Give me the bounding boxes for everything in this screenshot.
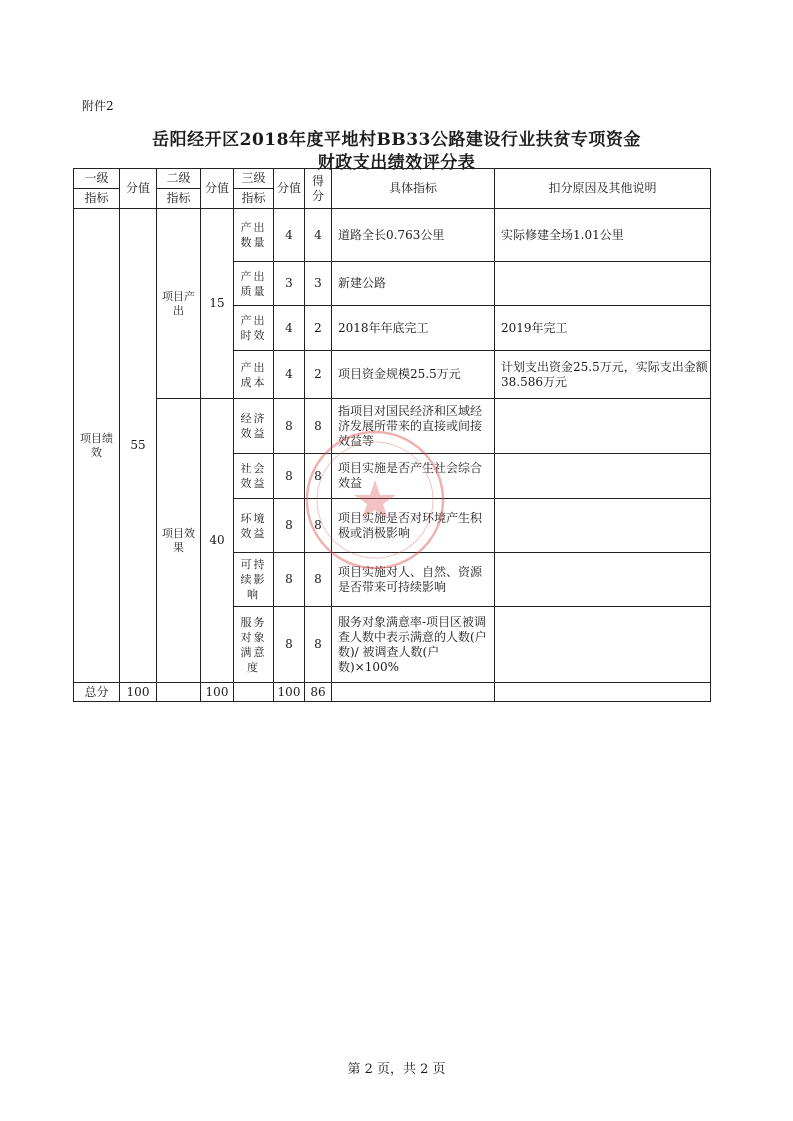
header-level2-top: 二级 xyxy=(157,169,201,189)
row-reason xyxy=(495,454,711,499)
document-title-line1: 岳阳经开区2018年度平地村BB33公路建设行业扶贫专项资金 xyxy=(152,130,641,150)
row-reason xyxy=(495,553,711,607)
row-earned: 8 xyxy=(305,607,332,683)
row-earned: 3 xyxy=(305,262,332,306)
header-score1: 分值 xyxy=(120,169,157,209)
row-score: 8 xyxy=(274,553,305,607)
header-row-1 xyxy=(74,169,711,189)
level3-cell: 产出数量 xyxy=(234,209,274,262)
group-effect-score: 40 xyxy=(201,399,234,683)
row-score: 4 xyxy=(274,306,305,351)
row-indicator: 项目实施是否对环境产生积极或消极影响 xyxy=(332,499,495,553)
total-empty-level2 xyxy=(157,683,201,702)
header-earned: 得分 xyxy=(305,169,332,209)
row-earned: 2 xyxy=(305,351,332,399)
row-reason xyxy=(495,262,711,306)
total-score2: 100 xyxy=(201,683,234,702)
level1-score: 55 xyxy=(120,209,157,683)
document-title-line2: 财政支出绩效评分表 xyxy=(317,153,476,173)
level3-cell: 产出时效 xyxy=(234,306,274,351)
page-number: 第 2 页，共 2 页 xyxy=(347,1062,446,1077)
row-indicator: 项目实施对人、自然、资源是否带来可持续影响 xyxy=(332,553,495,607)
total-label: 总分 xyxy=(74,683,120,702)
total-earned: 86 xyxy=(305,683,332,702)
level3-cell: 产出成本 xyxy=(234,351,274,399)
row-earned: 8 xyxy=(305,454,332,499)
level1-name: 项目绩效 xyxy=(74,209,120,683)
row-score: 8 xyxy=(274,499,305,553)
score-table xyxy=(73,168,711,702)
row-reason: 实际修建全场1.01公里 xyxy=(495,209,711,262)
row-indicator: 道路全长0.763公里 xyxy=(332,209,495,262)
row-indicator: 项目资金规模25.5万元 xyxy=(332,351,495,399)
row-score: 4 xyxy=(274,351,305,399)
level3-cell: 产出质量 xyxy=(234,262,274,306)
total-empty-indicator xyxy=(332,683,495,702)
row-earned: 4 xyxy=(305,209,332,262)
row-earned: 8 xyxy=(305,399,332,454)
group-output-name: 项目产出 xyxy=(157,209,201,399)
header-score3: 分值 xyxy=(274,169,305,209)
row-earned: 2 xyxy=(305,306,332,351)
row-reason: 2019年完工 xyxy=(495,306,711,351)
header-level1-bottom: 指标 xyxy=(74,189,120,209)
total-row xyxy=(74,683,711,702)
group-output-score: 15 xyxy=(201,209,234,399)
group-effect-name: 项目效果 xyxy=(157,399,201,683)
table-row xyxy=(74,209,711,262)
header-level2-bottom: 指标 xyxy=(157,189,201,209)
header-level3-bottom: 指标 xyxy=(234,189,274,209)
header-level1-top: 一级 xyxy=(74,169,120,189)
level3-cell: 服务对象满意度 xyxy=(234,607,274,683)
level3-cell: 可持续影响 xyxy=(234,553,274,607)
total-empty-level3 xyxy=(234,683,274,702)
row-indicator: 项目实施是否产生社会综合效益 xyxy=(332,454,495,499)
row-reason xyxy=(495,607,711,683)
level3-cell: 社会效益 xyxy=(234,454,274,499)
row-earned: 8 xyxy=(305,499,332,553)
header-reason: 扣分原因及其他说明 xyxy=(495,169,711,209)
total-empty-reason xyxy=(495,683,711,702)
row-reason xyxy=(495,499,711,553)
row-score: 3 xyxy=(274,262,305,306)
table-row xyxy=(74,399,711,454)
row-score: 8 xyxy=(274,399,305,454)
total-score1: 100 xyxy=(120,683,157,702)
row-earned: 8 xyxy=(305,553,332,607)
attachment-label: 附件2 xyxy=(82,99,114,113)
total-score3: 100 xyxy=(274,683,305,702)
row-indicator: 服务对象满意率-项目区被调查人数中表示满意的人数(户数)/ 被调查人数(户数)×100% xyxy=(332,607,495,683)
row-score: 4 xyxy=(274,209,305,262)
row-indicator: 2018年年底完工 xyxy=(332,306,495,351)
level3-cell: 经济效益 xyxy=(234,399,274,454)
row-indicator: 指项目对国民经济和区域经济发展所带来的直接或间接效益等 xyxy=(332,399,495,454)
row-indicator: 新建公路 xyxy=(332,262,495,306)
row-reason xyxy=(495,399,711,454)
row-reason: 计划支出资金25.5万元，实际支出金额38.586万元 xyxy=(495,351,711,399)
row-score: 8 xyxy=(274,607,305,683)
level3-cell: 环境效益 xyxy=(234,499,274,553)
header-indicator: 具体指标 xyxy=(332,169,495,209)
row-score: 8 xyxy=(274,454,305,499)
header-level3-top: 三级 xyxy=(234,169,274,189)
header-score2: 分值 xyxy=(201,169,234,209)
